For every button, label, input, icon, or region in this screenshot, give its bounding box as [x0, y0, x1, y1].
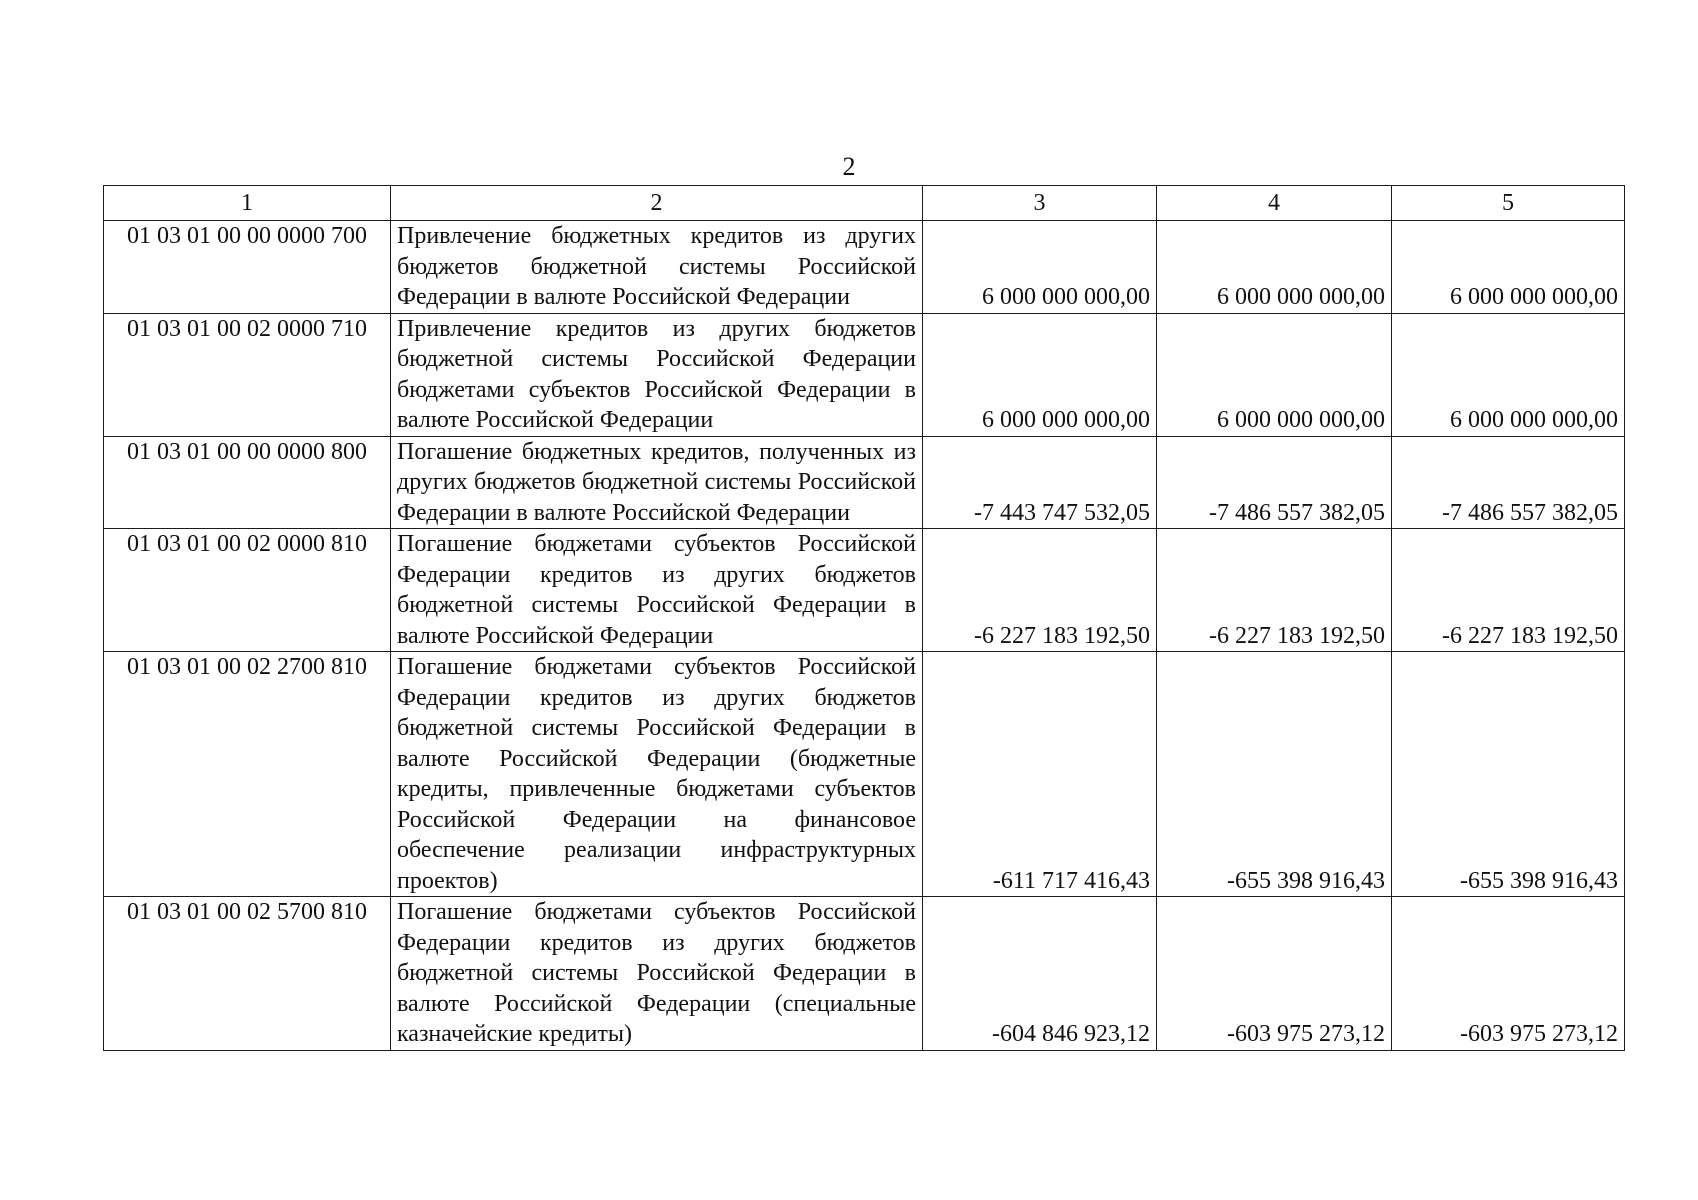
amount-col5-cell: -6 227 183 192,50 [1392, 529, 1625, 652]
amount-col3-cell: -6 227 183 192,50 [923, 529, 1157, 652]
description-cell: Погашение бюджетных кредитов, полученных из других бюджетов бюджетной системы Российской Федерации в валюте Российской Федерации [391, 436, 923, 529]
budget-sources-table [103, 185, 1625, 1051]
budget-code-cell: 01 03 01 00 00 0000 700 [104, 221, 391, 314]
table-row [104, 221, 1625, 314]
amount-col3-cell: -604 846 923,12 [923, 897, 1157, 1051]
table-row [104, 529, 1625, 652]
budget-code-cell: 01 03 01 00 02 5700 810 [104, 897, 391, 1051]
table-row [104, 897, 1625, 1051]
budget-code-cell: 01 03 01 00 00 0000 800 [104, 436, 391, 529]
amount-col4-cell: -603 975 273,12 [1157, 897, 1392, 1051]
amount-col4-cell: -6 227 183 192,50 [1157, 529, 1392, 652]
table-row [104, 652, 1625, 897]
description-cell: Погашение бюджетами субъектов Российской Федерации кредитов из других бюджетов бюджетной системы Российской Федерации в валюте Российской Федерации [391, 529, 923, 652]
amount-col5-cell: -7 486 557 382,05 [1392, 436, 1625, 529]
column-header-4: 4 [1157, 186, 1392, 221]
amount-col4-cell: -655 398 916,43 [1157, 652, 1392, 897]
description-cell: Привлечение бюджетных кредитов из других бюджетов бюджетной системы Российской Федерации в валюте Российской Федерации [391, 221, 923, 314]
budget-code-cell: 01 03 01 00 02 0000 810 [104, 529, 391, 652]
page-number: 2 [842, 152, 856, 181]
amount-col3-cell: -611 717 416,43 [923, 652, 1157, 897]
amount-col3-cell: 6 000 000 000,00 [923, 221, 1157, 314]
amount-col5-cell: -655 398 916,43 [1392, 652, 1625, 897]
column-header-3: 3 [923, 186, 1157, 221]
table-row [104, 313, 1625, 436]
amount-col3-cell: 6 000 000 000,00 [923, 313, 1157, 436]
amount-col5-cell: 6 000 000 000,00 [1392, 313, 1625, 436]
table-header-row [104, 186, 1625, 221]
budget-code-cell: 01 03 01 00 02 0000 710 [104, 313, 391, 436]
amount-col5-cell: -603 975 273,12 [1392, 897, 1625, 1051]
column-header-1: 1 [104, 186, 391, 221]
budget-code-cell: 01 03 01 00 02 2700 810 [104, 652, 391, 897]
description-cell: Погашение бюджетами субъектов Российской Федерации кредитов из других бюджетов бюджетной системы Российской Федерации в валюте Российской Федерации (специальные казначейские кредиты) [391, 897, 923, 1051]
amount-col5-cell: 6 000 000 000,00 [1392, 221, 1625, 314]
column-header-2: 2 [391, 186, 923, 221]
description-cell: Привлечение кредитов из других бюджетов бюджетной системы Российской Федерации бюджетами субъектов Российской Федерации в валюте Российской Федерации [391, 313, 923, 436]
table-row [104, 436, 1625, 529]
column-header-5: 5 [1392, 186, 1625, 221]
amount-col3-cell: -7 443 747 532,05 [923, 436, 1157, 529]
amount-col4-cell: 6 000 000 000,00 [1157, 221, 1392, 314]
description-cell: Погашение бюджетами субъектов Российской Федерации кредитов из других бюджетов бюджетной системы Российской Федерации в валюте Российской Федерации (бюджетные кредиты, привлеченные бюджетами субъектов Российской Федерации на финансовое обеспечение реализации инфраструктурных проектов) [391, 652, 923, 897]
amount-col4-cell: 6 000 000 000,00 [1157, 313, 1392, 436]
amount-col4-cell: -7 486 557 382,05 [1157, 436, 1392, 529]
